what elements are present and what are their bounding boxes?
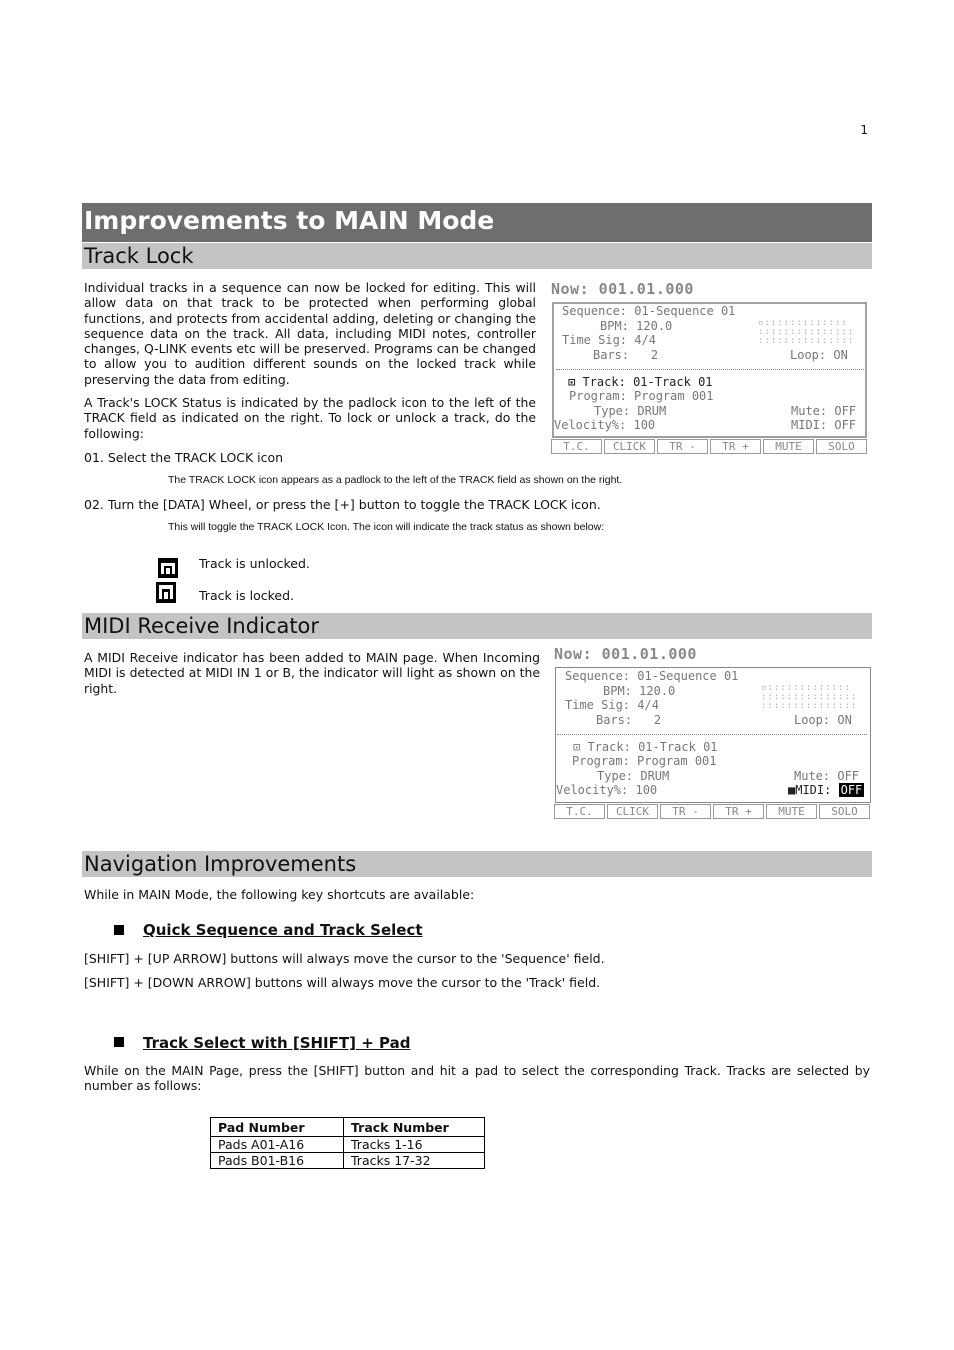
program-label: Program: [572,754,630,768]
type-label: Type: [594,404,631,418]
midi-status: MIDI: OFF [791,418,857,432]
bars-label: Bars: [596,713,633,727]
track-label: Track: [582,375,626,389]
step-2: 02. Turn the [DATA] Wheel, or press the [+] button to toggle the TRACK LOCK icon. [84,497,601,512]
softkey-row [551,439,867,454]
velocity-label: Velocity%: [556,783,629,797]
locked-label: Track is locked. [199,588,295,603]
step-2-note: This will toggle the TRACK LOCK Icon. The icon will indicate the track status as shown below: [168,521,605,533]
midi-receive-indicator: ■ [788,783,796,797]
table-header-row [211,1118,485,1137]
table-header-pad-number: Pad Number [211,1118,344,1137]
locked-icon [156,582,176,603]
midi-label: MIDI: [795,783,832,797]
velocity-value: 100 [633,418,656,432]
page-number: 1 [860,123,868,137]
type-value: DRUM [637,404,667,418]
mute-status: Mute: OFF [794,769,860,783]
bullet-title-track-select: Track Select with [SHIFT] + Pad [143,1034,411,1052]
bullet-icon [114,1037,124,1047]
section-heading-midi-receive: MIDI Receive Indicator [82,613,872,639]
pad-track-table [210,1117,485,1169]
unlocked-icon [158,558,178,578]
mute-status: Mute: OFF [791,404,857,418]
table-row [211,1153,485,1169]
table-header-track-number: Track Number [344,1118,485,1137]
track-value: 01-Track 01 [638,740,718,754]
softkey-tc[interactable]: T.C. [551,439,602,454]
track-select-paragraph: While on the MAIN Page, press the [SHIFT] button and hit a pad to select the corresponding Track. Tracks are selected by number as follows: [84,1063,870,1094]
track-lock-paragraph-1: Individual tracks in a sequence can now be locked for editing. This will allow data on that track to be protected when performing global functions, and protects from accidental adding, deleting or changing the sequence data on the track. All data, including MIDI notes, controller changes, Q-LINK events etc will be preserved. Programs can be changed to allow you to audition different sounds on the locked track while preserving the data from editing. [84,280,536,387]
unlocked-label: Track is unlocked. [199,556,310,571]
bpm-value: 120.0 [639,684,676,698]
bars-value: 2 [650,348,659,362]
softkey-mute[interactable]: MUTE [766,804,817,819]
softkey-tr-minus[interactable]: TR - [657,439,708,454]
now-readout: Now: 001.01.000 [551,280,694,298]
timesig-label: Time Sig: [562,333,628,347]
table-cell: Tracks 1-16 [344,1137,485,1153]
bullet-icon [114,925,124,935]
table-cell: Pads B01-B16 [211,1153,344,1169]
timesig-label: Time Sig: [565,698,631,712]
program-label: Program: [569,389,627,403]
loop-status: Loop: ON [794,713,852,727]
type-value: DRUM [640,769,670,783]
section-heading-track-lock: Track Lock [82,243,872,269]
sequence-label: Sequence: [562,304,628,318]
track-lock-icon: ⊡ [573,740,581,754]
softkey-tc[interactable]: T.C. [554,804,605,819]
bpm-label: BPM: [600,319,629,333]
main-screen-midi-indicator [553,646,871,821]
midi-value: OFF [840,783,863,797]
table-cell: Pads A01-A16 [211,1137,344,1153]
bpm-value: 120.0 [636,319,673,333]
velocity-value: 100 [635,783,658,797]
timesig-value: 4/4 [637,698,659,712]
timesig-value: 4/4 [634,333,656,347]
softkey-solo[interactable]: SOLO [819,804,870,819]
velocity-label: Velocity%: [554,418,627,432]
softkey-click[interactable]: CLICK [604,439,655,454]
step-1-note: The TRACK LOCK icon appears as a padlock to the left of the TRACK field as shown on the right. [168,474,623,486]
softkey-click[interactable]: CLICK [607,804,658,819]
bar-grid-dots: ▫::::::::::::: ::::::::::::::: ::::::::::::::: [761,683,858,711]
loop-status: Loop: ON [790,348,848,362]
softkey-tr-plus[interactable]: TR + [713,804,764,819]
table-row [211,1137,485,1153]
table-cell: Tracks 17-32 [344,1153,485,1169]
track-value: 01-Track 01 [633,375,713,389]
softkey-tr-minus[interactable]: TR - [660,804,711,819]
bars-value: 2 [653,713,662,727]
section-heading-navigation: Navigation Improvements [82,851,872,877]
main-screen-track-lock [550,281,868,456]
navigation-intro: While in MAIN Mode, the following key shortcuts are available: [84,887,475,902]
screen-divider [556,369,864,370]
bar-grid-dots: ▫::::::::::::: ::::::::::::::: ::::::::::::::: [758,318,855,346]
type-label: Type: [597,769,634,783]
shortcut-line-up-arrow: [SHIFT] + [UP ARROW] buttons will always move the cursor to the 'Sequence' field. [84,951,605,966]
softkey-mute[interactable]: MUTE [763,439,814,454]
softkey-row [554,804,870,819]
track-lock-icon: ⊡ [568,375,576,389]
sequence-value: 01-Sequence 01 [634,304,736,318]
program-value: Program 001 [637,754,717,768]
sequence-value: 01-Sequence 01 [637,669,739,683]
bullet-title-quick-select: Quick Sequence and Track Select [143,921,423,939]
now-readout: Now: 001.01.000 [554,645,697,663]
midi-receive-paragraph: A MIDI Receive indicator has been added to MAIN page. When Incoming MIDI is detected at MIDI IN 1 or B, the indicator will light as shown on the right. [84,650,540,696]
page-title: Improvements to MAIN Mode [82,203,872,242]
sequence-label: Sequence: [565,669,631,683]
shortcut-line-down-arrow: [SHIFT] + [DOWN ARROW] buttons will always move the cursor to the 'Track' field. [84,975,601,990]
track-label: Track: [587,740,631,754]
screen-divider [557,734,867,735]
step-1: 01. Select the TRACK LOCK icon [84,450,284,465]
bars-label: Bars: [593,348,630,362]
softkey-tr-plus[interactable]: TR + [710,439,761,454]
softkey-solo[interactable]: SOLO [816,439,867,454]
track-lock-paragraph-2: A Track's LOCK Status is indicated by the padlock icon to the left of the TRACK field as indicated on the right. To lock or unlock a track, do the following: [84,395,536,441]
program-value: Program 001 [634,389,714,403]
bpm-label: BPM: [603,684,632,698]
